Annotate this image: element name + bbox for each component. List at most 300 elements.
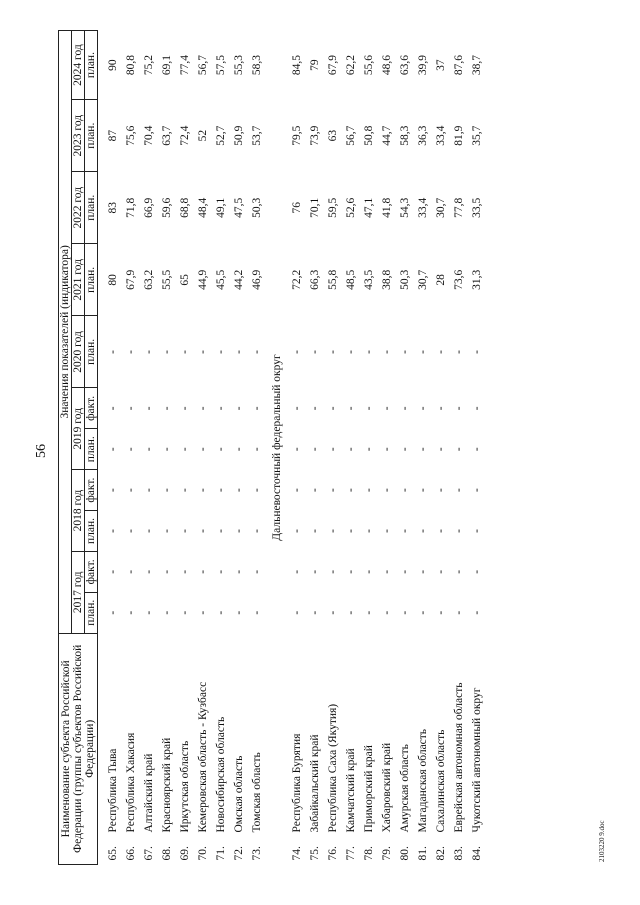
district-row — [266, 31, 288, 865]
value-cell-v2019p: - — [309, 447, 321, 452]
value-cell-v2018f: - — [399, 488, 411, 493]
region-name: Забайкальский край — [309, 734, 321, 833]
value-cell-v2018p: - — [435, 529, 447, 533]
value-cell-v2021: 72,2 — [291, 269, 303, 290]
value-cell-v2017f: - — [381, 569, 393, 574]
row-number: 76. — [327, 846, 339, 861]
value-cell-v2021: 45,5 — [215, 269, 227, 290]
value-cell-v2018p: - — [309, 529, 321, 533]
value-cell-v2020: - — [251, 349, 263, 354]
value-cell-v2023: 53,7 — [251, 125, 263, 146]
table-row — [378, 31, 396, 865]
value-cell-v2017p: - — [471, 610, 483, 615]
value-cell-v2021: 73,6 — [453, 269, 465, 290]
value-cell-v2017p: - — [161, 610, 173, 615]
value-cell-v2017p: - — [215, 610, 227, 615]
region-name: Амурская область — [399, 744, 411, 833]
value-cell-v2022: 47,1 — [363, 197, 375, 218]
table-row — [288, 31, 306, 865]
value-cell-v2017f: - — [179, 569, 191, 574]
header-plan: план. — [85, 511, 98, 552]
value-cell-v2019p: - — [233, 447, 245, 452]
value-cell-v2018f: - — [363, 488, 375, 493]
value-cell-v2018p: - — [345, 529, 357, 533]
value-cell-v2019f: - — [327, 406, 339, 411]
row-number: 65. — [107, 846, 119, 861]
region-name: Новосибирская область — [215, 716, 227, 833]
value-cell-v2019p: - — [143, 447, 155, 452]
value-cell-v2023: 44,7 — [381, 125, 393, 146]
value-cell-v2017p: - — [345, 610, 357, 615]
value-cell-v2019p: - — [125, 447, 137, 452]
value-cell-v2017p: - — [251, 610, 263, 615]
value-cell-v2018f: - — [233, 488, 245, 493]
value-cell-v2017p: - — [363, 610, 375, 615]
region-name: Красноярский край — [161, 737, 173, 833]
value-cell-v2020: - — [381, 349, 393, 354]
value-cell-v2021: 38,8 — [381, 269, 393, 290]
value-cell-v2017f: - — [143, 569, 155, 574]
value-cell-v2023: 52,7 — [215, 125, 227, 146]
value-cell-v2021: 43,5 — [363, 269, 375, 290]
value-cell-v2024: 58,3 — [251, 55, 263, 76]
row-number: 72. — [233, 846, 245, 861]
header-year-2021: 2021 год — [72, 244, 85, 316]
value-cell-v2024: 55,3 — [233, 55, 245, 76]
value-cell-v2019f: - — [233, 406, 245, 411]
header-plan: план. — [85, 429, 98, 470]
page-number-text: 56 — [34, 444, 49, 458]
table-row — [342, 31, 360, 865]
value-cell-v2023: 63,7 — [161, 125, 173, 146]
value-cell-v2019p: - — [453, 447, 465, 452]
value-cell-v2022: 77,8 — [453, 197, 465, 218]
value-cell-v2019f: - — [363, 406, 375, 411]
value-cell-v2023: 35,7 — [471, 125, 483, 146]
value-cell-v2023: 75,6 — [125, 125, 137, 146]
header-year-2024: 2024 год — [72, 31, 85, 100]
value-cell-v2017p: - — [309, 610, 321, 615]
value-cell-v2019f: - — [417, 406, 429, 411]
value-cell-v2017p: - — [143, 610, 155, 615]
row-number: 71. — [215, 846, 227, 861]
value-cell-v2020: - — [309, 349, 321, 354]
value-cell-v2024: 67,9 — [327, 55, 339, 76]
table-row — [122, 31, 140, 865]
value-cell-v2018f: - — [291, 488, 303, 493]
value-cell-v2017f: - — [345, 569, 357, 574]
value-cell-v2024: 75,2 — [143, 55, 155, 76]
value-cell-v2024: 63,6 — [399, 55, 411, 76]
value-cell-v2017p: - — [125, 610, 137, 615]
region-name: Республика Бурятия — [291, 733, 303, 833]
value-cell-v2019p: - — [215, 447, 227, 452]
value-cell-v2019f: - — [179, 406, 191, 411]
value-cell-v2023: 73,9 — [309, 125, 321, 146]
header-values-title: Значения показателей (индикатора) — [59, 31, 72, 634]
value-cell-v2021: 55,5 — [161, 269, 173, 290]
region-name: Омская область — [233, 755, 245, 833]
table-row — [158, 31, 176, 865]
value-cell-v2020: - — [233, 349, 245, 354]
value-cell-v2020: - — [399, 349, 411, 354]
value-cell-v2019p: - — [435, 447, 447, 452]
header-year-2023: 2023 год — [72, 100, 85, 172]
value-cell-v2022: 50,3 — [251, 197, 263, 218]
value-cell-v2019f: - — [161, 406, 173, 411]
table-row — [414, 31, 432, 865]
value-cell-v2019f: - — [399, 406, 411, 411]
value-cell-v2018f: - — [251, 488, 263, 493]
value-cell-v2018p: - — [399, 529, 411, 533]
value-cell-v2020: - — [143, 349, 155, 354]
value-cell-v2018p: - — [453, 529, 465, 533]
value-cell-v2022: 70,1 — [309, 197, 321, 218]
value-cell-v2024: 38,7 — [471, 55, 483, 76]
value-cell-v2018p: - — [125, 529, 137, 533]
value-cell-v2024: 62,2 — [345, 55, 357, 76]
value-cell-v2021: 30,7 — [417, 269, 429, 290]
value-cell-v2017f: - — [363, 569, 375, 574]
value-cell-v2019f: - — [345, 406, 357, 411]
value-cell-v2017f: - — [417, 569, 429, 574]
value-cell-v2018f: - — [471, 488, 483, 493]
value-cell-v2018p: - — [327, 529, 339, 533]
value-cell-v2018f: - — [215, 488, 227, 493]
value-cell-v2020: - — [435, 349, 447, 354]
value-cell-v2022: 76 — [291, 202, 303, 214]
value-cell-v2024: 77,4 — [179, 55, 191, 76]
district-label: Дальневосточный федеральный округ — [271, 354, 283, 541]
table-header — [59, 31, 98, 865]
region-name: Кемеровская область - Кузбасс — [197, 681, 209, 833]
value-cell-v2017p: - — [435, 610, 447, 615]
value-cell-v2020: - — [327, 349, 339, 354]
value-cell-v2019p: - — [107, 447, 119, 452]
value-cell-v2018p: - — [179, 529, 191, 533]
value-cell-v2020: - — [179, 349, 191, 354]
value-cell-v2019p: - — [179, 447, 191, 452]
row-number: 81. — [417, 846, 429, 861]
row-number: 70. — [197, 846, 209, 861]
value-cell-v2018f: - — [453, 488, 465, 493]
row-number: 77. — [345, 846, 357, 861]
region-name: Приморский край — [363, 745, 375, 833]
table-row — [396, 31, 414, 865]
row-number: 84. — [471, 846, 483, 861]
value-cell-v2018p: - — [107, 529, 119, 533]
value-cell-v2022: 47,5 — [233, 197, 245, 218]
value-cell-v2022: 59,6 — [161, 197, 173, 218]
value-cell-v2021: 46,9 — [251, 269, 263, 290]
value-cell-v2018f: - — [161, 488, 173, 493]
table-row — [450, 31, 468, 865]
value-cell-v2022: 59,5 — [327, 197, 339, 218]
table-row — [212, 31, 230, 865]
header-plan: план. — [85, 244, 98, 316]
value-cell-v2018f: - — [197, 488, 209, 493]
value-cell-v2018f: - — [345, 488, 357, 493]
value-cell-v2024: 90 — [107, 59, 119, 71]
value-cell-v2021: 50,3 — [399, 269, 411, 290]
value-cell-v2020: - — [107, 349, 119, 354]
value-cell-v2017p: - — [417, 610, 429, 615]
value-cell-v2023: 58,3 — [399, 125, 411, 146]
header-year-2019: 2019 год — [72, 388, 85, 470]
row-number: 68. — [161, 846, 173, 861]
value-cell-v2017f: - — [197, 569, 209, 574]
value-cell-v2024: 80,8 — [125, 55, 137, 76]
value-cell-v2023: 52 — [197, 129, 209, 142]
value-cell-v2022: 71,8 — [125, 197, 137, 218]
value-cell-v2017p: - — [291, 610, 303, 615]
value-cell-v2023: 50,9 — [233, 125, 245, 146]
region-name: Магаданская область — [417, 728, 429, 833]
value-cell-v2017p: - — [327, 610, 339, 615]
table-row — [360, 31, 378, 865]
value-cell-v2018f: - — [327, 488, 339, 493]
value-cell-v2018f: - — [435, 488, 447, 493]
value-cell-v2017f: - — [471, 569, 483, 574]
value-cell-v2020: - — [125, 349, 137, 354]
region-name: Хабаровский край — [381, 742, 393, 833]
value-cell-v2019p: - — [399, 447, 411, 452]
value-cell-v2023: 33,4 — [435, 125, 447, 146]
row-number: 83. — [453, 846, 465, 861]
table-row — [230, 31, 248, 865]
header-fact: факт. — [85, 470, 98, 511]
header-year-2018: 2018 год — [72, 470, 85, 552]
value-cell-v2024: 84,5 — [291, 55, 303, 76]
value-cell-v2017p: - — [399, 610, 411, 615]
value-cell-v2019p: - — [197, 447, 209, 452]
value-cell-v2021: 44,2 — [233, 269, 245, 290]
value-cell-v2019f: - — [215, 406, 227, 411]
value-cell-v2021: 44,9 — [197, 269, 209, 290]
region-name: Иркутская область — [179, 740, 191, 833]
value-cell-v2018f: - — [179, 488, 191, 493]
region-name: Республика Тыва — [107, 748, 119, 833]
value-cell-v2019f: - — [197, 406, 209, 411]
value-cell-v2022: 52,6 — [345, 197, 357, 218]
value-cell-v2017p: - — [179, 610, 191, 615]
value-cell-v2019p: - — [161, 447, 173, 452]
value-cell-v2018f: - — [381, 488, 393, 493]
value-cell-v2019f: - — [143, 406, 155, 411]
value-cell-v2019f: - — [251, 406, 263, 411]
value-cell-v2019f: - — [471, 406, 483, 411]
value-cell-v2021: 66,3 — [309, 269, 321, 290]
value-cell-v2018f: - — [309, 488, 321, 493]
value-cell-v2020: - — [197, 349, 209, 354]
value-cell-v2022: 68,8 — [179, 197, 191, 218]
value-cell-v2023: 72,4 — [179, 125, 191, 146]
row-number: 67. — [143, 846, 155, 861]
value-cell-v2017f: - — [251, 569, 263, 574]
row-number: 69. — [179, 846, 191, 861]
value-cell-v2019f: - — [309, 406, 321, 411]
value-cell-v2023: 79,5 — [291, 125, 303, 146]
footer-doc-text: 2103220 9.doc — [598, 820, 606, 862]
value-cell-v2017f: - — [233, 569, 245, 574]
value-cell-v2019p: - — [291, 447, 303, 452]
value-cell-v2018p: - — [363, 529, 375, 533]
value-cell-v2024: 69,1 — [161, 55, 173, 76]
value-cell-v2018p: - — [251, 529, 263, 533]
header-name-col: Наименование субъекта Российской Федерации (группы субъектов Российской Федерации) — [59, 633, 98, 864]
value-cell-v2022: 66,9 — [143, 197, 155, 218]
value-cell-v2024: 79 — [309, 59, 321, 71]
region-name: Сахалинская область — [435, 729, 447, 833]
value-cell-v2019p: - — [251, 447, 263, 452]
value-cell-v2019p: - — [327, 447, 339, 452]
row-number: 66. — [125, 846, 137, 861]
value-cell-v2017f: - — [215, 569, 227, 574]
value-cell-v2022: 33,5 — [471, 197, 483, 218]
value-cell-v2024: 55,6 — [363, 55, 375, 76]
region-name: Республика Хакасия — [125, 732, 137, 833]
table-body — [98, 31, 487, 865]
table-row — [248, 31, 266, 865]
value-cell-v2020: - — [417, 349, 429, 354]
value-cell-v2017f: - — [161, 569, 173, 574]
value-cell-v2021: 28 — [435, 274, 447, 286]
value-cell-v2019p: - — [417, 447, 429, 452]
value-cell-v2023: 50,8 — [363, 125, 375, 146]
region-name: Томская область — [251, 752, 263, 833]
region-name: Камчатский край — [345, 748, 357, 833]
table-row — [194, 31, 212, 865]
value-cell-v2024: 57,5 — [215, 55, 227, 76]
value-cell-v2022: 48,4 — [197, 197, 209, 218]
value-cell-v2019p: - — [363, 447, 375, 452]
value-cell-v2020: - — [471, 349, 483, 354]
value-cell-v2018f: - — [107, 488, 119, 493]
table-row — [324, 31, 342, 865]
header-fact: факт. — [85, 388, 98, 429]
header-plan: план. — [85, 316, 98, 388]
value-cell-v2018p: - — [161, 529, 173, 533]
value-cell-v2018p: - — [215, 529, 227, 533]
value-cell-v2024: 39,9 — [417, 55, 429, 76]
value-cell-v2020: - — [291, 349, 303, 354]
value-cell-v2018f: - — [143, 488, 155, 493]
value-cell-v2018p: - — [291, 529, 303, 533]
value-cell-v2019p: - — [345, 447, 357, 452]
value-cell-v2019f: - — [453, 406, 465, 411]
value-cell-v2017f: - — [453, 569, 465, 574]
value-cell-v2022: 30,7 — [435, 197, 447, 218]
header-fact: факт. — [85, 551, 98, 592]
value-cell-v2021: 65 — [179, 274, 191, 286]
value-cell-v2018f: - — [417, 488, 429, 493]
value-cell-v2020: - — [161, 349, 173, 354]
value-cell-v2019f: - — [435, 406, 447, 411]
value-cell-v2017p: - — [107, 610, 119, 615]
value-cell-v2017f: - — [125, 569, 137, 574]
table-row — [104, 31, 122, 865]
header-plan: план. — [85, 172, 98, 244]
header-year-2020: 2020 год — [72, 316, 85, 388]
value-cell-v2017f: - — [309, 569, 321, 574]
table-row — [432, 31, 450, 865]
row-number: 74. — [291, 846, 303, 861]
row-number: 79. — [381, 846, 393, 861]
value-cell-v2020: - — [363, 349, 375, 354]
region-name: Республика Саха (Якутия) — [327, 703, 339, 833]
value-cell-v2019f: - — [381, 406, 393, 411]
row-number: 73. — [251, 846, 263, 861]
value-cell-v2018f: - — [125, 488, 137, 493]
value-cell-v2022: 49,1 — [215, 197, 227, 218]
value-cell-v2022: 41,8 — [381, 197, 393, 218]
value-cell-v2022: 33,4 — [417, 197, 429, 218]
value-cell-v2017p: - — [381, 610, 393, 615]
row-number: 75. — [309, 846, 321, 861]
value-cell-v2023: 70,4 — [143, 125, 155, 146]
value-cell-v2023: 87 — [107, 129, 119, 142]
region-name: Еврейская автономная область — [453, 682, 465, 833]
value-cell-v2021: 63,2 — [143, 269, 155, 290]
value-cell-v2018p: - — [233, 529, 245, 533]
value-cell-v2017p: - — [197, 610, 209, 615]
value-cell-v2021: 67,9 — [125, 269, 137, 290]
row-number: 82. — [435, 846, 447, 861]
value-cell-v2024: 87,6 — [453, 55, 465, 76]
value-cell-v2020: - — [453, 349, 465, 354]
rotated-table-container — [58, 30, 610, 865]
value-cell-v2021: 31,3 — [471, 269, 483, 290]
value-cell-v2023: 63 — [327, 129, 339, 142]
value-cell-v2019f: - — [291, 406, 303, 411]
value-cell-v2019p: - — [471, 447, 483, 452]
value-cell-v2019p: - — [381, 447, 393, 452]
value-cell-v2024: 56,7 — [197, 55, 209, 76]
header-plan: план. — [85, 592, 98, 633]
value-cell-v2024: 48,6 — [381, 55, 393, 76]
indicators-table — [58, 30, 486, 865]
header-year-2022: 2022 год — [72, 172, 85, 244]
value-cell-v2017p: - — [233, 610, 245, 615]
value-cell-v2018p: - — [417, 529, 429, 533]
value-cell-v2018p: - — [197, 529, 209, 533]
value-cell-v2018p: - — [381, 529, 393, 533]
value-cell-v2023: 56,7 — [345, 125, 357, 146]
value-cell-v2021: 48,5 — [345, 269, 357, 290]
table-row — [176, 31, 194, 865]
table-row — [468, 31, 486, 865]
value-cell-v2018p: - — [143, 529, 155, 533]
value-cell-v2023: 81,9 — [453, 125, 465, 146]
header-plan: план. — [85, 31, 98, 100]
row-number: 78. — [363, 846, 375, 861]
value-cell-v2020: - — [345, 349, 357, 354]
value-cell-v2017f: - — [327, 569, 339, 574]
header-year-2017: 2017 год — [72, 551, 85, 633]
value-cell-v2017f: - — [291, 569, 303, 574]
value-cell-v2021: 55,8 — [327, 269, 339, 290]
value-cell-v2023: 36,3 — [417, 125, 429, 146]
table-row — [140, 31, 158, 865]
value-cell-v2019f: - — [107, 406, 119, 411]
value-cell-v2019f: - — [125, 406, 137, 411]
value-cell-v2017f: - — [107, 569, 119, 574]
value-cell-v2020: - — [215, 349, 227, 354]
value-cell-v2017p: - — [453, 610, 465, 615]
row-number: 80. — [399, 846, 411, 861]
region-name: Чукотский автономный округ — [471, 687, 483, 833]
value-cell-v2017f: - — [399, 569, 411, 574]
